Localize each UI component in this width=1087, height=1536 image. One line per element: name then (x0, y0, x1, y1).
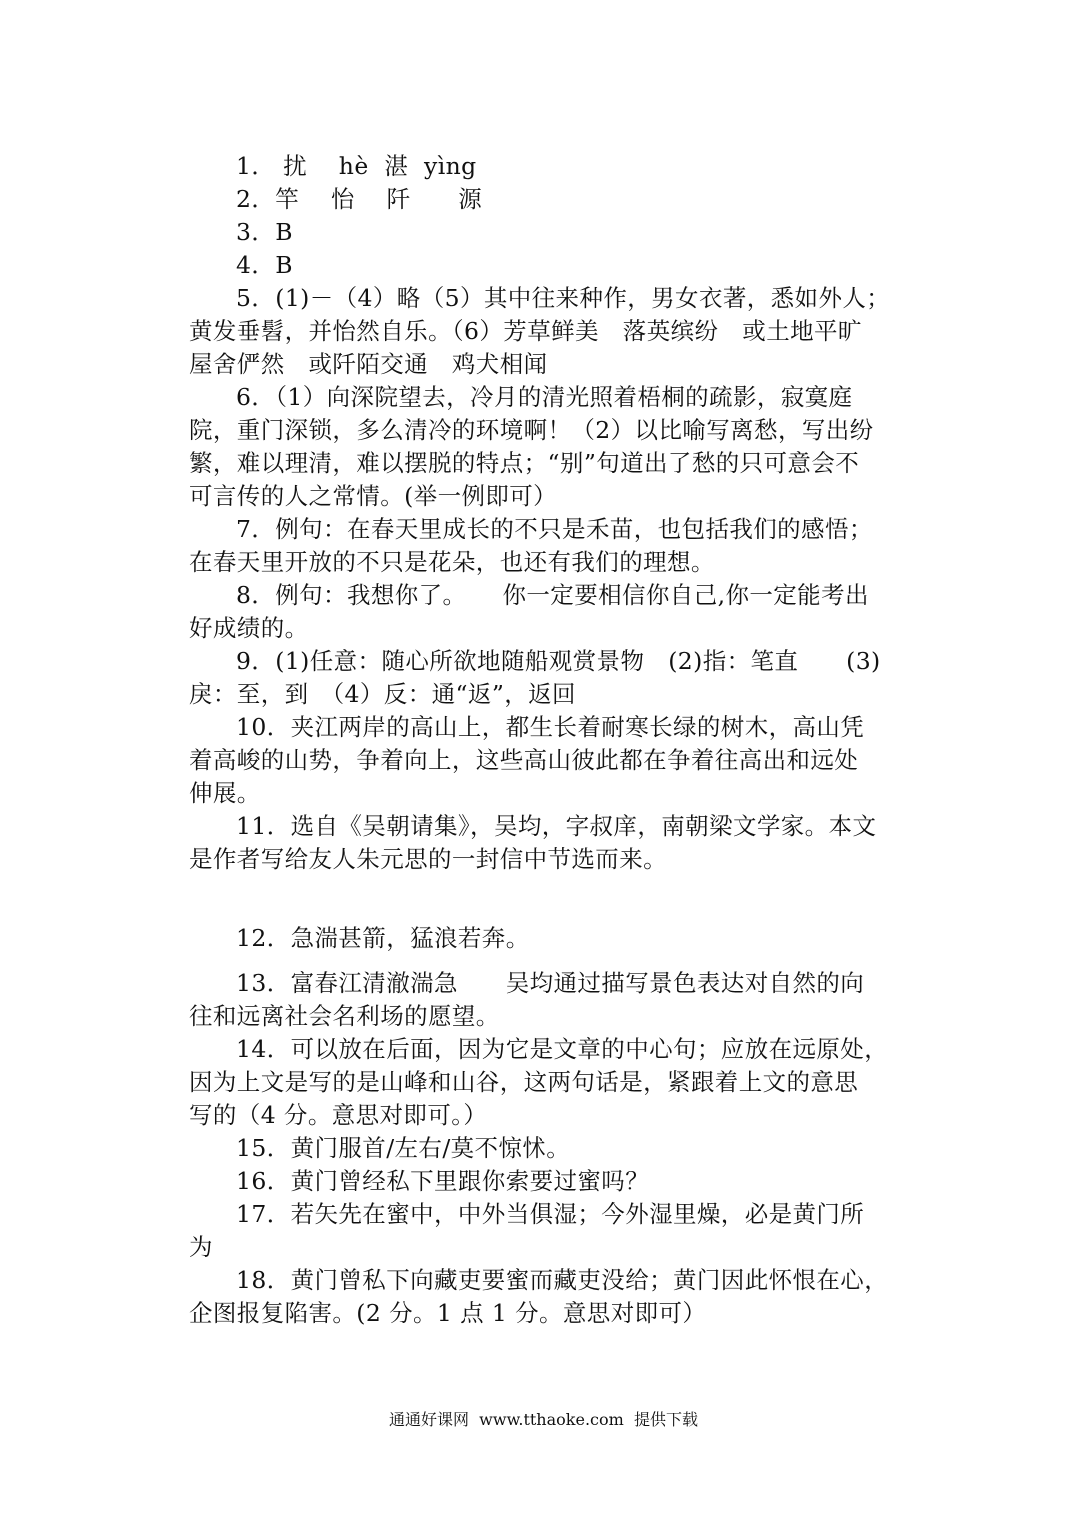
answer-7-line-2: 在春天里开放的不只是花朵，也还有我们的理想。 (189, 548, 715, 576)
answer-11-line-1: 11．选自《吴朝请集》，吴均，字叔庠，南朝梁文学家。本文 (236, 812, 877, 840)
answer-14-line-3: 写的（4 分。意思对即可。） (189, 1101, 488, 1129)
answer-3: 3．B (236, 218, 293, 246)
answer-4: 4．B (236, 251, 293, 279)
answer-7-line-1: 7．例句：在春天里成长的不只是禾苗，也包括我们的感悟； (236, 515, 873, 543)
answer-5-line-1: 5．(1)－（4）略（5）其中往来种作，男女衣著，悉如外人； (236, 284, 891, 312)
answer-18-line-2: 企图报复陷害。(2 分。1 点 1 分。意思对即可） (189, 1299, 707, 1327)
answer-9-line-1: 9．(1)任意：随心所欲地随船观赏景物 (2)指：笔直 (3) (236, 647, 881, 675)
answer-14-line-2: 因为上文是写的是山峰和山谷，这两句话是，紧跟着上文的意思 (189, 1068, 859, 1096)
answer-2: 2．竿 怡 阡 源 (236, 185, 483, 213)
answer-11-line-2: 是作者写给友人朱元思的一封信中节选而来。 (189, 845, 667, 873)
answer-8-line-1: 8．例句：我想你了。 你一定要相信你自己,你一定能考出 (236, 581, 869, 609)
answer-list (189, 150, 901, 1330)
answer-6-line-2: 院，重门深锁，多么清冷的环境啊！（2）以比喻写离愁，写出纷 (189, 416, 874, 444)
answer-13-line-1: 13．富春江清澈湍急 吴均通过描写景色表达对自然的向 (236, 969, 865, 997)
answer-17-line-2: 为 (189, 1233, 213, 1261)
answer-6-line-4: 可言传的人之常情。(举一例即可） (189, 482, 558, 510)
page-footer: 通通好课网 www.tthaoke.com 提供下载 (389, 1410, 698, 1429)
answer-17-line-1: 17．若矢先在蜜中，中外当俱湿；今外湿里燥，必是黄门所 (236, 1200, 865, 1228)
answer-18-line-1: 18．黄门曾私下向藏吏要蜜而藏吏没给；黄门因此怀恨在心， (236, 1266, 889, 1294)
answer-6-line-3: 繁，难以理清，难以摆脱的特点；“别”句道出了愁的只可意会不 (189, 449, 860, 477)
answer-8-line-2: 好成绩的。 (189, 614, 309, 642)
answer-16: 16．黄门曾经私下里跟你索要过蜜吗？ (236, 1167, 650, 1195)
answer-9-line-2: 戾：至，到 （4）反：通“返”，返回 (189, 680, 576, 708)
answer-1: 1． 扰 hè 湛 yìng (236, 152, 477, 180)
answer-5-line-3: 屋舍俨然 或阡陌交通 鸡犬相闻 (189, 350, 548, 378)
answer-12: 12．急湍甚箭，猛浪若奔。 (236, 924, 530, 952)
answer-10-line-3: 伸展。 (189, 779, 261, 807)
answer-14-line-1: 14．可以放在后面，因为它是文章的中心句；应放在远原处， (236, 1035, 889, 1063)
answer-13-line-2: 往和远离社会名利场的愿望。 (189, 1002, 500, 1030)
answer-5-line-2: 黄发垂髫，并怡然自乐。（6）芳草鲜美 落英缤纷 或土地平旷 (189, 317, 862, 345)
answer-6-line-1: 6．（1）向深院望去，冷月的清光照着梧桐的疏影，寂寞庭 (236, 383, 853, 411)
answer-10-line-2: 着高峻的山势，争着向上，这些高山彼此都在争着往高出和远处 (189, 746, 859, 774)
answer-10-line-1: 10．夹江两岸的高山上，都生长着耐寒长绿的树木，高山凭 (236, 713, 865, 741)
answer-15: 15．黄门服首/左右/莫不惊怵。 (236, 1134, 571, 1162)
